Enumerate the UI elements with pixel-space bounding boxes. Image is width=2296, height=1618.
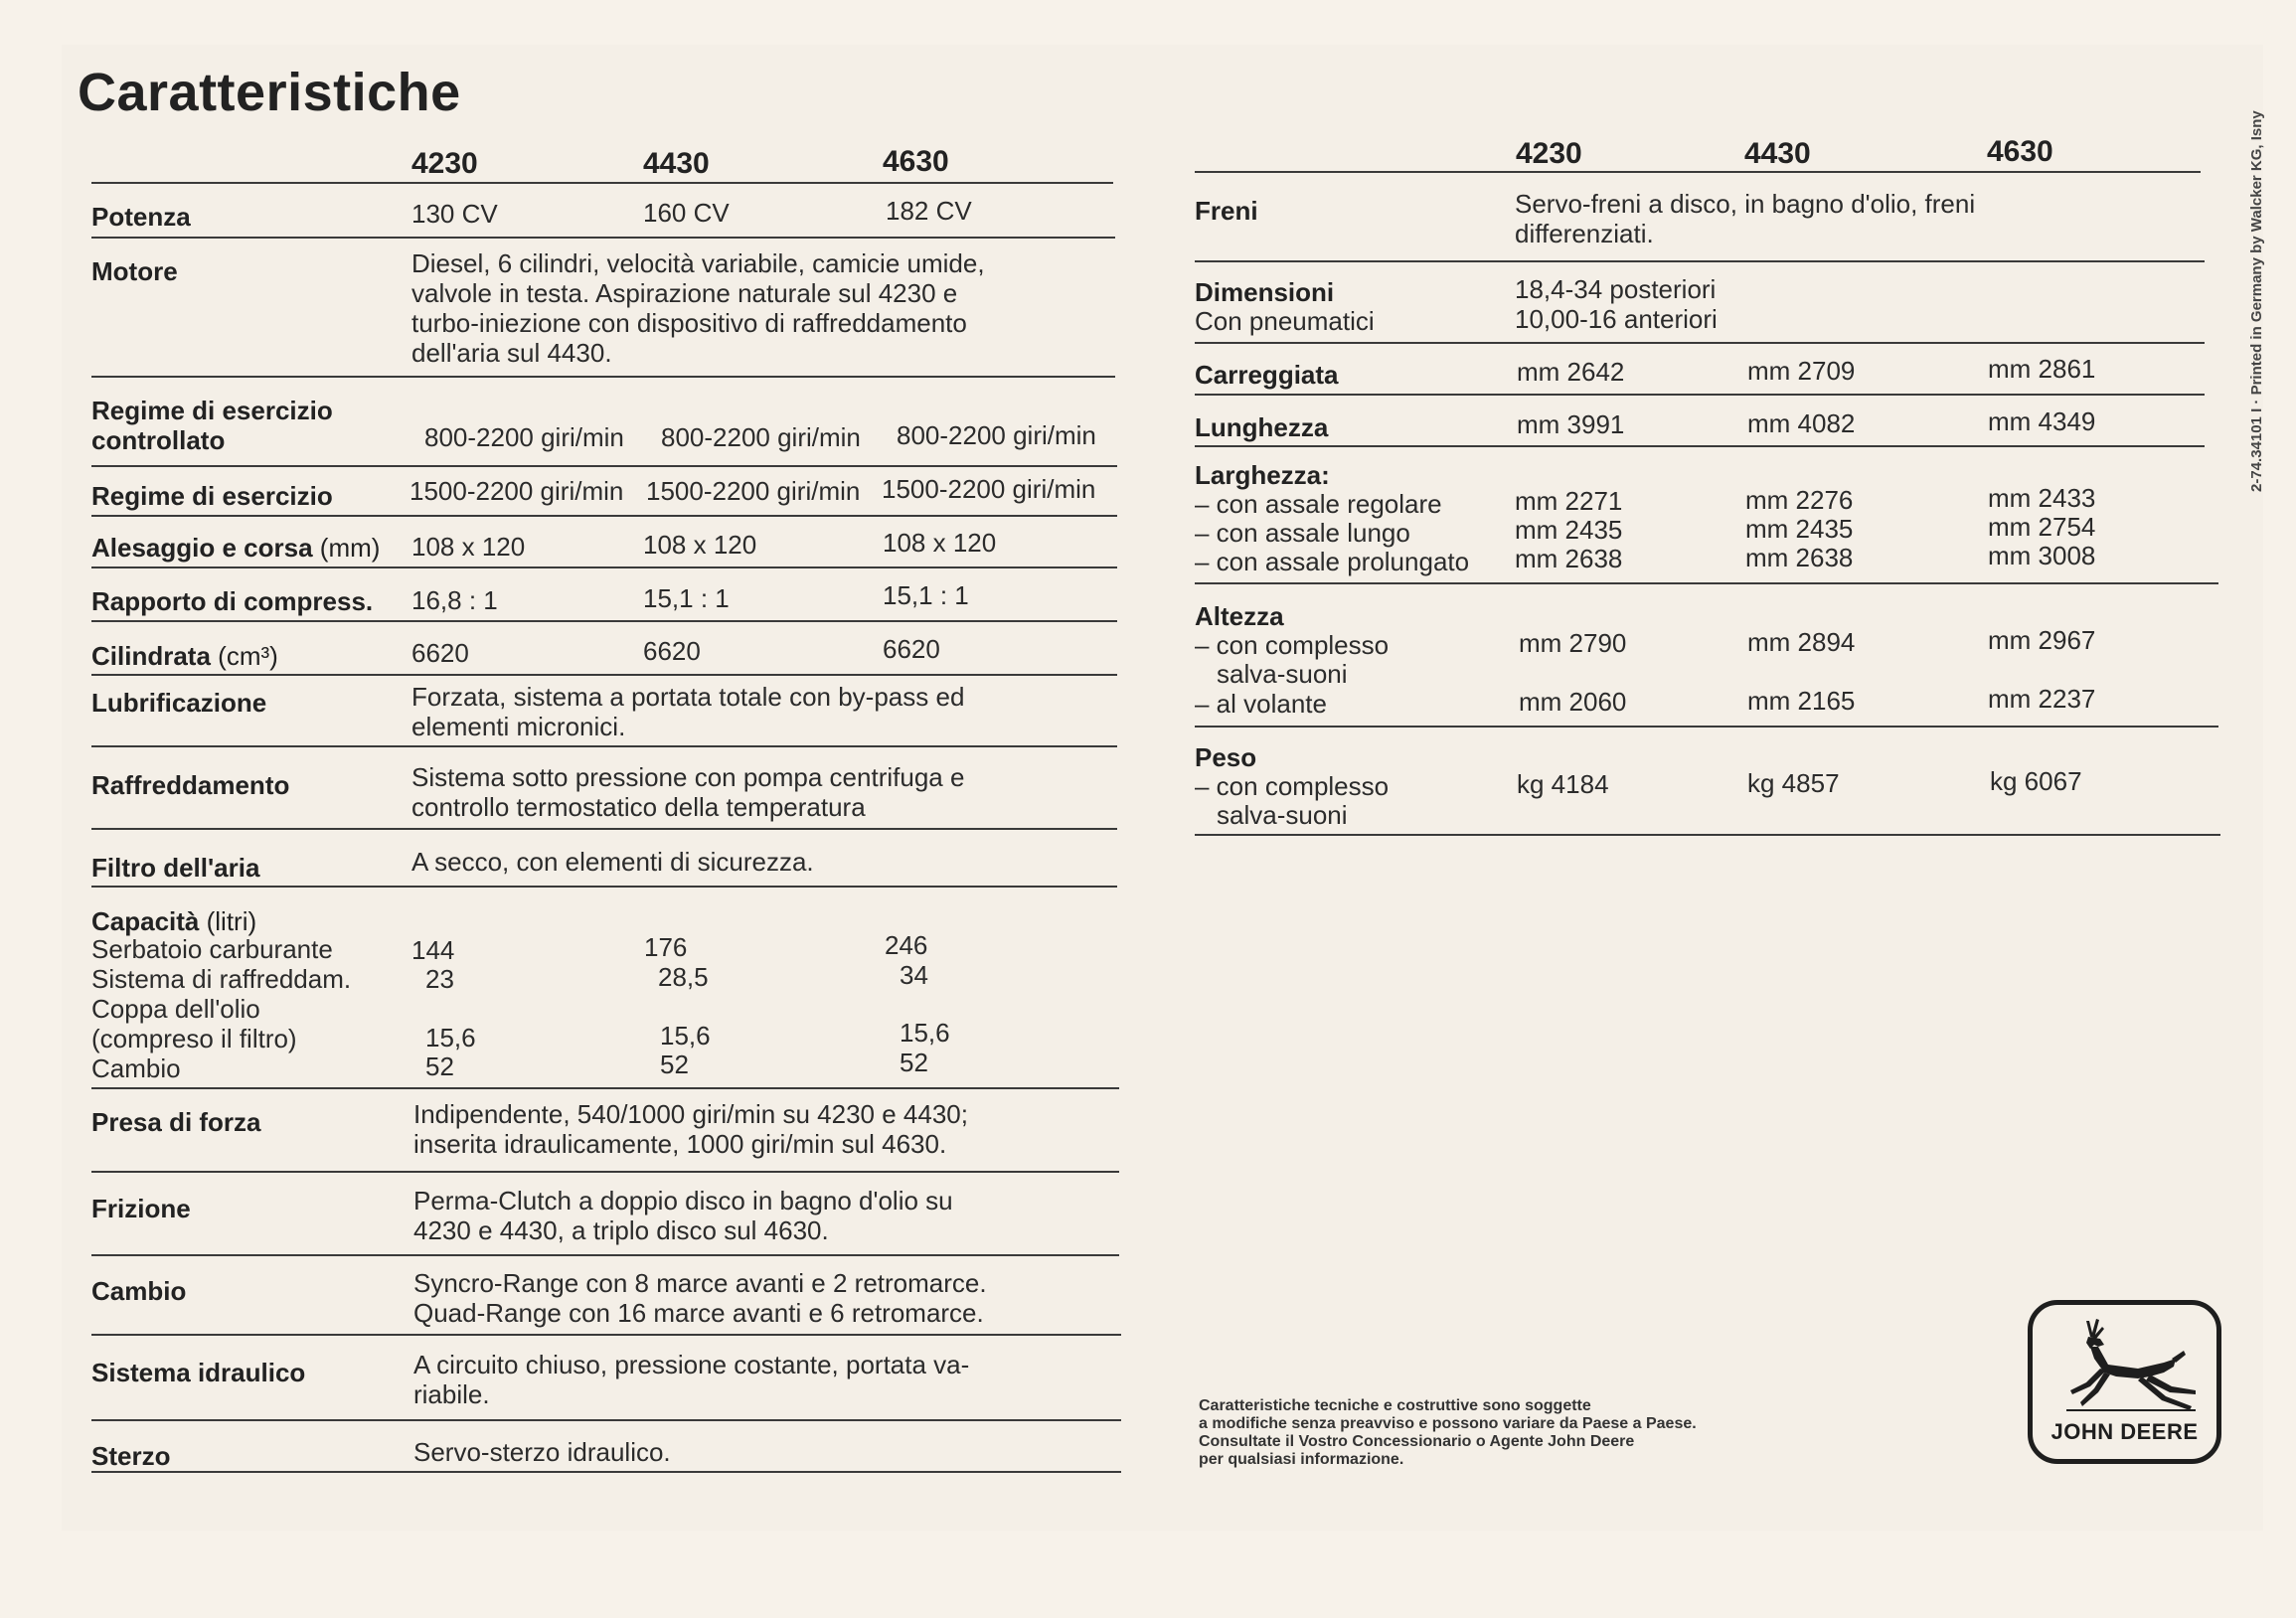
- capacita-value: 15,6: [660, 1021, 711, 1051]
- label-con-pneumatici: Con pneumatici: [1195, 306, 1375, 336]
- divider: [91, 566, 1117, 568]
- value-rapporto-4430: 15,1 : 1: [643, 583, 730, 613]
- footnote: Caratteristiche tecniche e costruttive sono soggette a modifiche senza preavviso e possono variare da Paese a Paese. Consultate il Vostro Concessionario o Agente John Deere per qualsiasi informazione.: [1199, 1397, 1697, 1468]
- label-lunghezza: Lunghezza: [1195, 412, 1329, 442]
- capacita-value: 23: [425, 964, 454, 994]
- capacita-value: 52: [660, 1050, 689, 1079]
- text-freni: Servo-freni a disco, in bagno d'olio, freni differenziati.: [1515, 189, 1976, 248]
- label-raffreddamento: Raffreddamento: [91, 770, 290, 800]
- value-cilindrata-4630: 6620: [883, 634, 940, 664]
- text-sterzo: Servo-sterzo idraulico.: [413, 1437, 671, 1467]
- label-rapporto: Rapporto di compress.: [91, 586, 374, 616]
- divider: [91, 674, 1117, 676]
- altezza-value: mm 2060: [1519, 687, 1627, 717]
- divider: [91, 465, 1117, 467]
- label-cambio: Cambio: [91, 1276, 187, 1306]
- value-carreggiata-4430: mm 2709: [1747, 356, 1856, 386]
- divider: [91, 376, 1115, 378]
- value-alesaggio-4430: 108 x 120: [643, 530, 757, 560]
- larghezza-value: mm 2433: [1988, 483, 2096, 513]
- label-regime: Regime di esercizio: [91, 481, 333, 511]
- peso-value: kg 4184: [1517, 769, 1609, 799]
- model-header-4230: 4230: [1516, 137, 1582, 170]
- divider: [91, 237, 1115, 239]
- divider: [91, 1419, 1121, 1421]
- value-regime-controllato-4230: 800-2200 giri/min: [424, 422, 624, 452]
- value-regime-controllato-4630: 800-2200 giri/min: [897, 420, 1096, 450]
- capacita-value: 52: [425, 1052, 454, 1081]
- peso-row-name: – con complesso: [1195, 771, 1390, 801]
- altezza-value: mm 2165: [1747, 686, 1856, 716]
- larghezza-value: mm 2435: [1745, 514, 1854, 544]
- value-alesaggio-4230: 108 x 120: [411, 532, 526, 562]
- text-filtro: A secco, con elementi di sicurezza.: [411, 847, 814, 877]
- capacita-row-name: Serbatoio carburante: [91, 934, 333, 964]
- value-regime-controllato-4430: 800-2200 giri/min: [661, 422, 861, 452]
- divider: [91, 1087, 1119, 1089]
- altezza-value: mm 2790: [1519, 628, 1627, 658]
- divider: [91, 1471, 1121, 1473]
- text-lubrificazione: Forzata, sistema a portata totale con by-pass ed elementi micronici.: [411, 682, 965, 741]
- capacita-value: 246: [885, 930, 928, 960]
- label-dimensioni: Dimensioni: [1195, 277, 1335, 307]
- capacita-value: 52: [900, 1048, 928, 1077]
- larghezza-value: mm 3008: [1988, 541, 2096, 570]
- logo-text: JOHN DEERE: [2050, 1419, 2199, 1444]
- spec-sheet: [62, 45, 2263, 1531]
- larghezza-value: mm 2435: [1515, 515, 1623, 545]
- divider: [1195, 834, 2220, 836]
- value-regime-4430: 1500-2200 giri/min: [646, 476, 861, 506]
- label-idraulico: Sistema idraulico: [91, 1358, 306, 1387]
- john-deere-logo: [2028, 1300, 2221, 1464]
- capacita-value: 34: [900, 960, 928, 990]
- larghezza-row-name: – con assale prolungato: [1195, 547, 1470, 576]
- divider: [1195, 726, 2218, 728]
- divider: [91, 1334, 1121, 1336]
- altezza-row-name: – al volante: [1195, 689, 1327, 719]
- text-cambio: Syncro-Range con 8 marce avanti e 2 retromarce. Quad-Range con 16 marce avanti e 6 retromarce.: [413, 1268, 987, 1328]
- text-dimensioni: 18,4-34 posteriori 10,00-16 anteriori: [1515, 274, 1718, 334]
- label-filtro: Filtro dell'aria: [91, 853, 260, 883]
- divider: [1195, 260, 2205, 262]
- value-lunghezza-4230: mm 3991: [1517, 409, 1625, 439]
- capacita-row-name: Sistema di raffreddam.: [91, 964, 352, 994]
- capacita-value: 15,6: [425, 1023, 476, 1052]
- peso-row-name: salva-suoni: [1217, 800, 1348, 830]
- label-alesaggio: Alesaggio e corsa (mm): [91, 533, 381, 563]
- label-sterzo: Sterzo: [91, 1441, 171, 1471]
- divider: [91, 515, 1117, 517]
- label-larghezza: Larghezza:: [1195, 460, 1330, 490]
- altezza-row-name: – con complesso: [1195, 630, 1390, 660]
- peso-value: kg 6067: [1990, 766, 2082, 796]
- value-carreggiata-4630: mm 2861: [1988, 354, 2096, 384]
- label-altezza: Altezza: [1195, 601, 1284, 631]
- label-cilindrata: Cilindrata (cm³): [91, 641, 278, 671]
- model-header-4630: 4630: [1987, 135, 2053, 168]
- larghezza-value: mm 2271: [1515, 486, 1623, 516]
- value-regime-4630: 1500-2200 giri/min: [882, 474, 1096, 504]
- larghezza-value: mm 2754: [1988, 512, 2096, 542]
- label-frizione: Frizione: [91, 1194, 191, 1223]
- label-carreggiata: Carreggiata: [1195, 360, 1339, 390]
- larghezza-row-name: – con assale lungo: [1195, 518, 1410, 548]
- divider: [91, 886, 1117, 888]
- divider: [91, 182, 1113, 184]
- capacita-value: 15,6: [900, 1018, 950, 1048]
- value-alesaggio-4630: 108 x 120: [883, 528, 997, 558]
- larghezza-row-name: – con assale regolare: [1195, 489, 1442, 519]
- page-title: Caratteristiche: [78, 63, 461, 122]
- larghezza-value: mm 2276: [1745, 485, 1854, 515]
- text-idraulico: A circuito chiuso, pressione costante, portata va- riabile.: [413, 1350, 970, 1409]
- value-rapporto-4230: 16,8 : 1: [411, 585, 498, 615]
- label-regime-controllato: Regime di esercizio controllato: [91, 396, 333, 455]
- label-lubrificazione: Lubrificazione: [91, 688, 267, 718]
- label-freni: Freni: [1195, 196, 1258, 226]
- capacita-row-name: Cambio: [91, 1053, 181, 1083]
- divider: [91, 1171, 1119, 1173]
- value-cilindrata-4230: 6620: [411, 638, 469, 668]
- altezza-value: mm 2894: [1747, 627, 1856, 657]
- value-potenza-4430: 160 CV: [643, 198, 730, 228]
- divider: [1195, 171, 2201, 173]
- text-frizione: Perma-Clutch a doppio disco in bagno d'olio su 4230 e 4430, a triplo disco sul 4630.: [413, 1186, 953, 1245]
- label-capacita: Capacità (litri): [91, 906, 257, 936]
- divider: [1195, 582, 2218, 584]
- divider: [1195, 342, 2205, 344]
- text-raffreddamento: Sistema sotto pressione con pompa centrifuga e controllo termostatico della temperatura: [411, 762, 965, 822]
- capacita-value: 28,5: [658, 962, 709, 992]
- model-header-4430: 4430: [1744, 137, 1811, 170]
- label-potenza: Potenza: [91, 202, 191, 232]
- capacita-row-name: (compreso il filtro): [91, 1024, 297, 1053]
- divider: [91, 828, 1117, 830]
- divider: [1195, 445, 2205, 447]
- value-regime-4230: 1500-2200 giri/min: [410, 476, 624, 506]
- altezza-row-name: salva-suoni: [1217, 659, 1348, 689]
- value-potenza-4230: 130 CV: [411, 199, 498, 229]
- value-cilindrata-4430: 6620: [643, 636, 701, 666]
- divider: [1195, 394, 2205, 396]
- value-lunghezza-4430: mm 4082: [1747, 408, 1856, 438]
- label-peso: Peso: [1195, 742, 1257, 772]
- text-presa: Indipendente, 540/1000 giri/min su 4230 e 4430; inserita idraulicamente, 1000 giri/min sul 4630.: [413, 1099, 968, 1159]
- value-carreggiata-4230: mm 2642: [1517, 357, 1625, 387]
- label-presa: Presa di forza: [91, 1107, 261, 1137]
- capacita-value: 144: [411, 935, 455, 965]
- model-header-4630: 4630: [883, 145, 949, 178]
- larghezza-value: mm 2638: [1515, 544, 1623, 573]
- divider: [91, 1254, 1119, 1256]
- model-header-4430: 4430: [643, 147, 710, 180]
- peso-value: kg 4857: [1747, 768, 1840, 798]
- value-lunghezza-4630: mm 4349: [1988, 406, 2096, 436]
- altezza-value: mm 2967: [1988, 625, 2096, 655]
- value-rapporto-4630: 15,1 : 1: [883, 580, 969, 610]
- value-potenza-4630: 182 CV: [886, 196, 972, 226]
- divider: [91, 620, 1117, 622]
- model-header-4230: 4230: [411, 147, 478, 180]
- divider: [91, 745, 1117, 747]
- deer-icon: [2047, 1315, 2206, 1419]
- text-motore: Diesel, 6 cilindri, velocità variabile, camicie umide, valvole in testa. Aspirazione naturale sul 4230 e turbo-iniezione con dispositivo di raffreddamento dell'aria sul 4430.: [411, 248, 985, 368]
- capacita-row-name: Coppa dell'olio: [91, 994, 260, 1024]
- capacita-value: 176: [644, 932, 688, 962]
- altezza-value: mm 2237: [1988, 684, 2096, 714]
- label-motore: Motore: [91, 256, 178, 286]
- larghezza-value: mm 2638: [1745, 543, 1854, 572]
- print-code: 2-74.34101 I · Printed in Germany by Walcker KG, Isny: [2248, 110, 2265, 492]
